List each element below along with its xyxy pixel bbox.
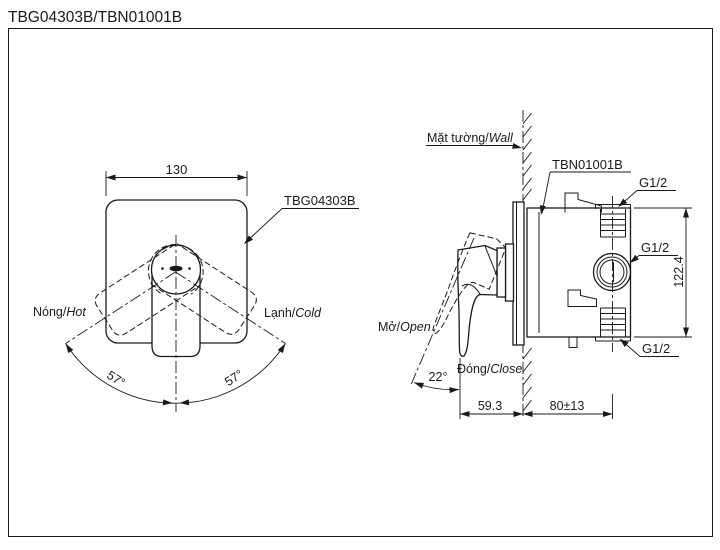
wall-depth-value: 80±13 — [549, 399, 585, 413]
thread-label-top: G1/2 — [639, 175, 668, 190]
thread-callout-bottom — [618, 336, 679, 356]
side-part-label: TBN01001B — [552, 157, 623, 172]
open-angle-arrow-left — [413, 380, 424, 389]
side-view — [378, 110, 692, 419]
arc-arrow-left-end — [63, 342, 73, 353]
cold-label: Lạnh/Cold — [264, 306, 321, 320]
side-part-callout — [538, 157, 631, 216]
open-label: Mở/Open — [378, 320, 431, 334]
valve-body — [527, 193, 631, 352]
handle-depth-value: 59.3 — [477, 399, 503, 413]
thread-label-bottom: G1/2 — [642, 341, 671, 356]
thread-callout-middle — [628, 240, 678, 265]
arc-arrow-bottom-left — [163, 399, 173, 406]
depth-dimensions — [460, 394, 613, 419]
width-dimension-value: 130 — [165, 162, 188, 177]
wall-hatching-top — [523, 113, 532, 200]
angle-label-right: 57° — [222, 366, 246, 390]
arc-arrow-right-end — [278, 342, 288, 353]
page-title: TBG04303B/TBN01001B — [8, 9, 183, 26]
front-part-callout — [242, 193, 359, 246]
open-angle-value: 22° — [428, 370, 448, 384]
handle-hub-inner — [497, 248, 506, 297]
close-label: Đóng/Close — [457, 362, 523, 376]
thread-label-middle: G1/2 — [641, 240, 670, 255]
open-angle-arrow-right — [449, 387, 459, 394]
escutcheon-plate-side — [513, 202, 524, 345]
wall-hatching-bottom — [523, 348, 532, 411]
front-view — [33, 162, 359, 412]
height-dimension — [634, 208, 692, 337]
bottom-mounting-lug — [569, 337, 577, 348]
wall-callout — [426, 131, 523, 151]
height-dimension-value: 122.4 — [672, 256, 686, 288]
width-dimension — [106, 162, 247, 196]
front-part-label: TBG04303B — [284, 193, 356, 208]
handle-hub-outer — [506, 244, 514, 301]
arc-arrow-bottom-right — [179, 399, 189, 406]
wall-label: Mặt tường/Wall — [427, 131, 513, 145]
hot-label: Nóng/Hot — [33, 305, 86, 319]
angle-label-left: 57° — [104, 367, 128, 391]
